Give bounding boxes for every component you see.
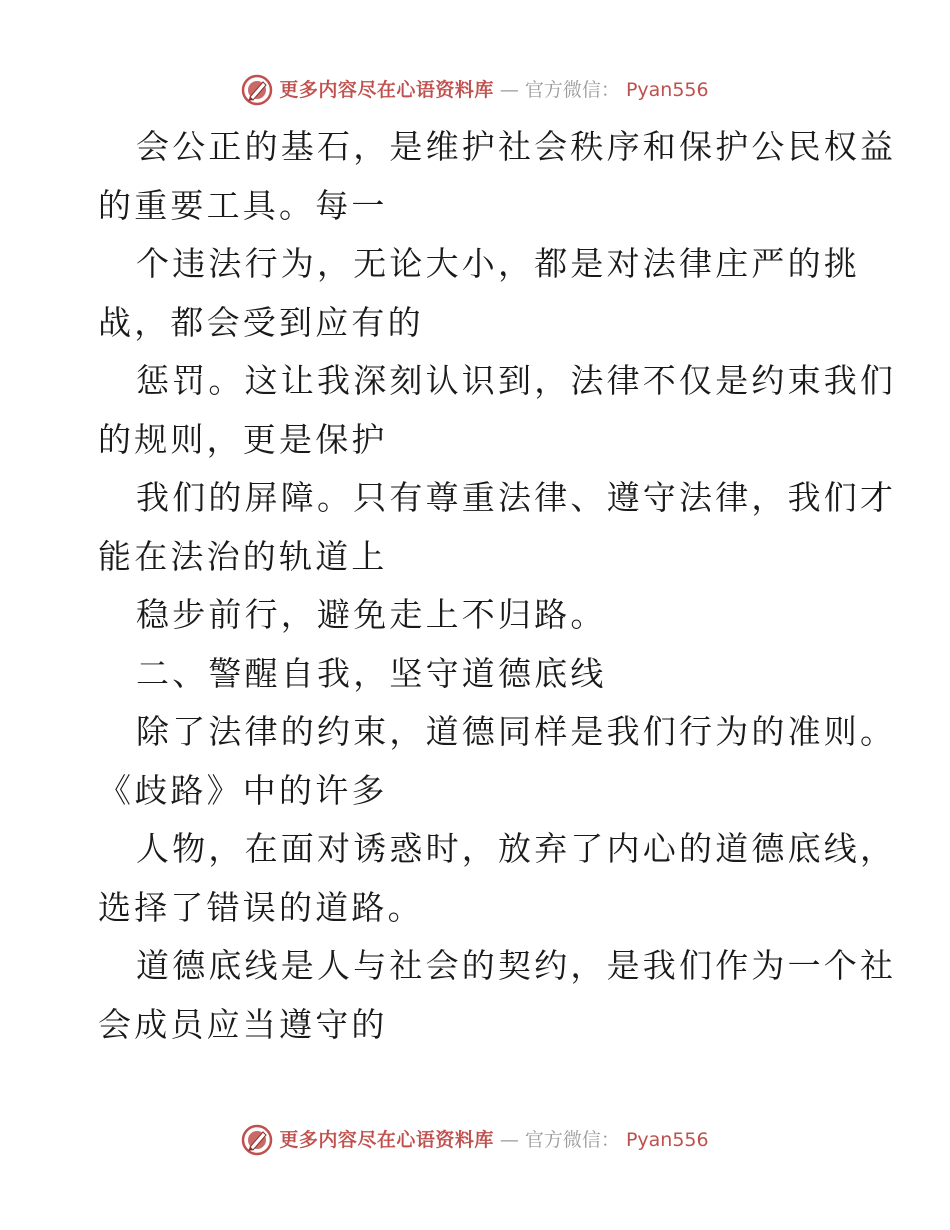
text-line: 个违法行为，无论大小，都是对法律庄严的挑 bbox=[136, 244, 860, 283]
footer-banner bbox=[0, 1120, 950, 1160]
header-brand-text: 更多内容尽在心语资料库 bbox=[279, 79, 494, 101]
footer-wechat-id: Pyan556 bbox=[625, 1129, 709, 1151]
header-separator: — bbox=[499, 79, 519, 101]
text-line: 除了法律的约束，道德同样是我们行为的准则。 bbox=[136, 712, 897, 751]
header-wechat-id: Pyan556 bbox=[625, 79, 709, 101]
text-line: 人物，在面对诱惑时，放弃了内心的道德底线， bbox=[136, 829, 897, 868]
footer-official-label: 官方微信： bbox=[524, 1129, 620, 1151]
text-line: 选择了错误的道路。 bbox=[98, 887, 424, 927]
header-banner bbox=[0, 70, 950, 110]
text-line: 惩罚。这让我深刻认识到，法律不仅是约束我们 bbox=[136, 361, 897, 400]
text-line: 《歧路》中的许多 bbox=[98, 770, 388, 810]
footer-brand-text: 更多内容尽在心语资料库 bbox=[279, 1129, 494, 1151]
text-line: 道德底线是人与社会的契约，是我们作为一个社 bbox=[136, 946, 897, 985]
text-line: 能在法治的轨道上 bbox=[98, 536, 388, 576]
pen-logo-icon bbox=[241, 74, 273, 106]
body-text bbox=[98, 118, 897, 1054]
text-line: 战，都会受到应有的 bbox=[98, 302, 424, 342]
text-line: 我们的屏障。只有尊重法律、遵守法律，我们才 bbox=[136, 478, 897, 517]
pen-logo-icon bbox=[241, 1124, 273, 1156]
text-line: 会公正的基石，是维护社会秩序和保护公民权益 bbox=[136, 127, 897, 166]
text-line: 稳步前行，避免走上不归路。 bbox=[136, 595, 607, 634]
header-official-label: 官方微信： bbox=[524, 79, 620, 101]
text-line: 的规则，更是保护 bbox=[98, 419, 388, 459]
section-heading: 二、警醒自我，坚守道德底线 bbox=[136, 653, 607, 693]
footer-separator: — bbox=[499, 1129, 519, 1151]
text-line: 会成员应当遵守的 bbox=[98, 1004, 388, 1044]
text-line: 的重要工具。每一 bbox=[98, 185, 388, 225]
